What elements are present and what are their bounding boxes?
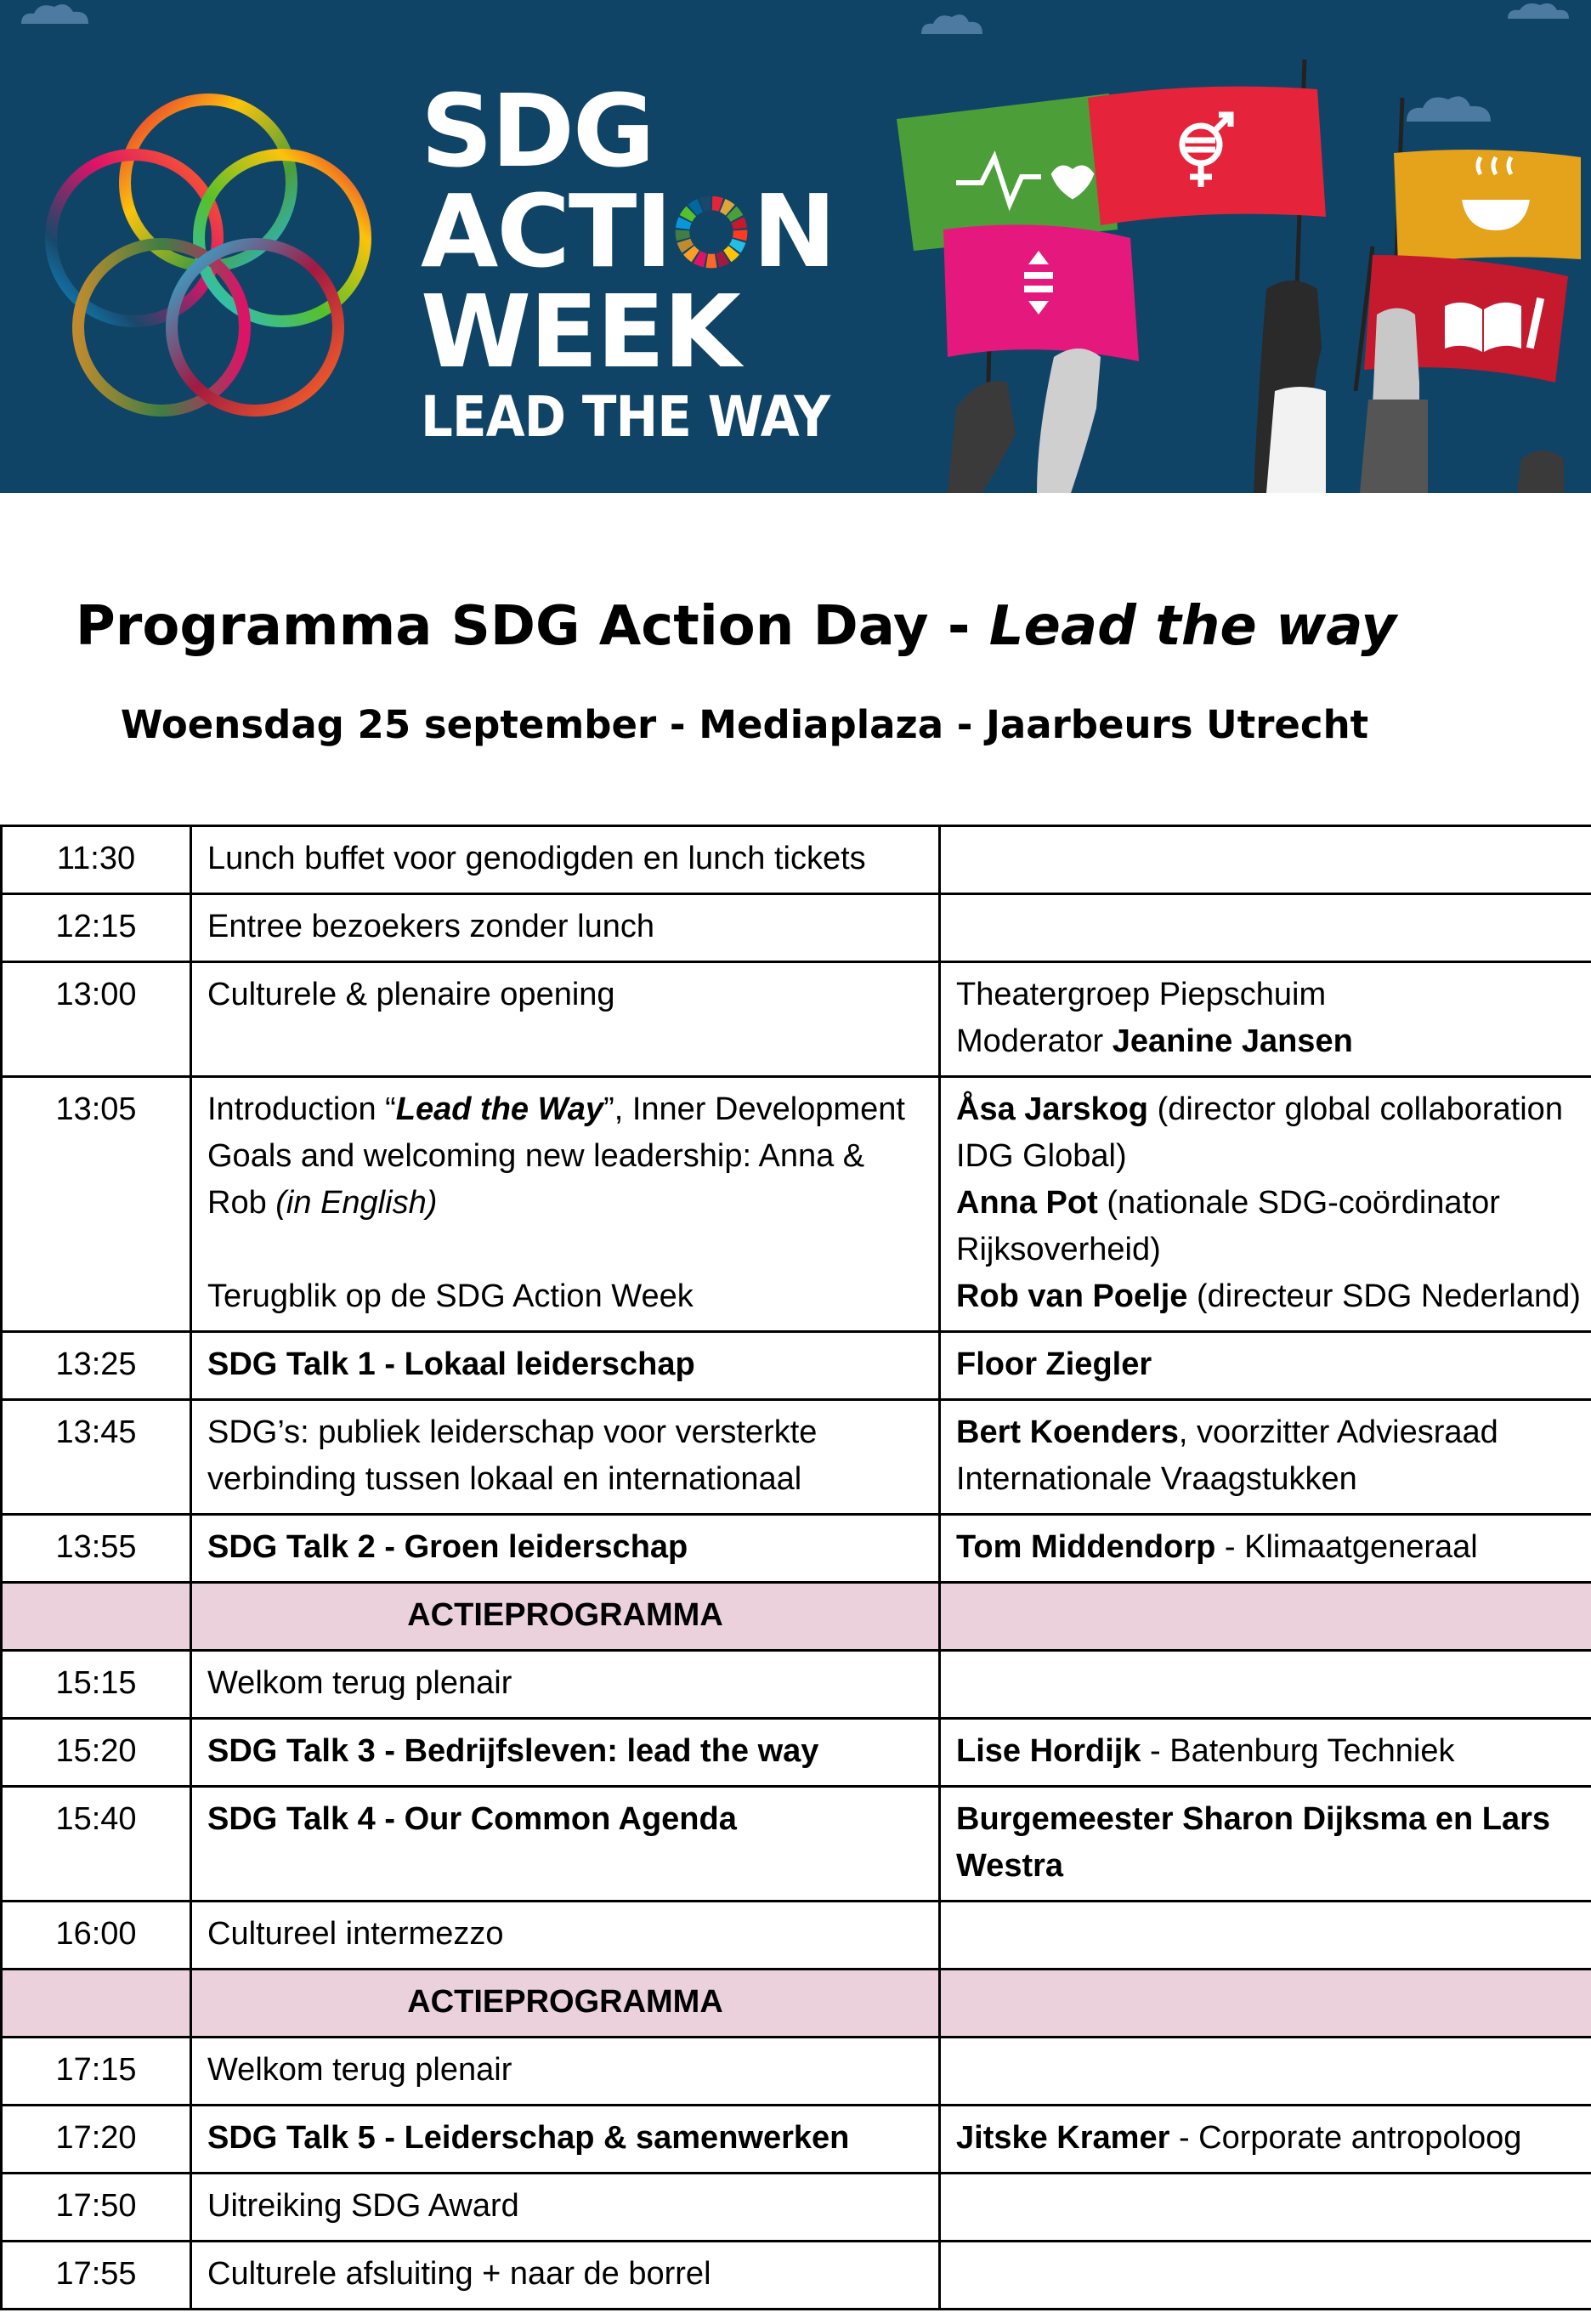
speaker-cell: [940, 2038, 1591, 2106]
sdg-color-wheel-icon: [672, 193, 750, 271]
activity-cell: SDG Talk 5 - Leiderschap & samenwerken: [191, 2106, 940, 2174]
speaker-cell: Bert Koenders, voorzitter Adviesraad Internationale Vraagstukken: [940, 1400, 1591, 1515]
speaker-cell: Jitske Kramer - Corporate antropoloog: [940, 2106, 1591, 2174]
logo-line-week: WEEK: [421, 273, 739, 390]
table-row: [2, 1077, 1591, 1332]
time-cell: 13:00: [2, 962, 191, 1077]
table-row: [2, 1332, 1591, 1400]
sdg-wheel-segment: [733, 230, 747, 241]
time-cell: 15:40: [2, 1787, 191, 1902]
speaker-cell: Lise Hordijk - Batenburg Techniek: [940, 1719, 1591, 1787]
activity-cell: Cultureel intermezzo: [191, 1902, 940, 1970]
title-italic: Lead the way: [988, 595, 1397, 658]
table-row: [2, 894, 1591, 962]
schedule-table: [0, 825, 1591, 2310]
activity-cell: SDG Talk 4 - Our Common Agenda: [191, 1787, 940, 1902]
time-cell: 16:00: [2, 1902, 191, 1970]
time-cell: 15:15: [2, 1651, 191, 1719]
cloud-icon: [1504, 0, 1572, 20]
activity-cell: ACTIEPROGRAMMA: [191, 1583, 940, 1651]
activity-cell: Culturele afsluiting + naar de borrel: [191, 2242, 940, 2310]
sdg-rings-logo: [25, 72, 391, 438]
time-cell: 13:05: [2, 1077, 191, 1332]
table-row: [2, 1719, 1591, 1787]
speaker-cell: [940, 1902, 1591, 1970]
sdg-action-week-logo: [421, 72, 875, 453]
activity-cell: SDG Talk 3 - Bedrijfsleven: lead the way: [191, 1719, 940, 1787]
speaker-cell: [940, 1970, 1591, 2038]
time-cell: 17:15: [2, 2038, 191, 2106]
table-row: [2, 1515, 1591, 1583]
speaker-cell: [940, 2174, 1591, 2242]
time-cell: 17:50: [2, 2174, 191, 2242]
speaker-cell: Åsa Jarskog (director global collaboration IDG Global) Anna Pot (nationale SDG-coördinator Rijksoverheid) Rob van Poelje (directeur SDG Nederland): [940, 1077, 1591, 1332]
activity-cell: Lunch buffet voor genodigden en lunch tickets: [191, 826, 940, 894]
activity-cell: SDG Talk 1 - Lokaal leiderschap: [191, 1332, 940, 1400]
speaker-cell: [940, 826, 1591, 894]
activity-cell: SDG Talk 2 - Groen leiderschap: [191, 1515, 940, 1583]
time-cell: 13:25: [2, 1332, 191, 1400]
speaker-cell: [940, 894, 1591, 962]
time-cell: 15:20: [2, 1719, 191, 1787]
time-cell: 13:55: [2, 1515, 191, 1583]
logo-line-lead-the-way: LEAD THE WAY: [421, 384, 830, 450]
banner: [0, 0, 1591, 493]
time-cell: 17:55: [2, 2242, 191, 2310]
time-cell: 12:15: [2, 894, 191, 962]
cloud-icon: [918, 9, 986, 36]
activity-cell: Culturele & plenaire opening: [191, 962, 940, 1077]
speaker-cell: [940, 2242, 1591, 2310]
activity-cell: ACTIEPROGRAMMA: [191, 1970, 940, 2038]
activity-cell: Welkom terug plenair: [191, 1651, 940, 1719]
time-cell: 17:20: [2, 2106, 191, 2174]
sdg-wheel-segment: [676, 230, 690, 241]
sdg-wheel-segment: [706, 253, 717, 268]
page-title: Programma SDG Action Day - Lead the way: [75, 595, 1397, 658]
sdg-flags-illustration: [875, 60, 1591, 493]
time-cell: 13:45: [2, 1400, 191, 1515]
table-row: [2, 1787, 1591, 1902]
speaker-cell: Floor Ziegler: [940, 1332, 1591, 1400]
activity-cell: SDG’s: publiek leiderschap voor versterkte verbinding tussen lokaal en internationaal: [191, 1400, 940, 1515]
speaker-cell: Theatergroep Piepschuim Moderator Jeanine Jansen: [940, 962, 1591, 1077]
table-row: [2, 2174, 1591, 2242]
table-row: [2, 2038, 1591, 2106]
time-cell: [2, 1970, 191, 2038]
table-row-actieprogramma: [2, 1970, 1591, 2038]
page-subtitle: Woensdag 25 september - Mediaplaza - Jaarbeurs Utrecht: [120, 702, 1369, 747]
speaker-cell: [940, 1583, 1591, 1651]
table-row: [2, 1902, 1591, 1970]
speaker-cell: Burgemeester Sharon Dijksma en Lars Westra: [940, 1787, 1591, 1902]
speaker-cell: [940, 1651, 1591, 1719]
table-row: [2, 962, 1591, 1077]
activity-cell: Uitreiking SDG Award: [191, 2174, 940, 2242]
activity-cell: Welkom terug plenair: [191, 2038, 940, 2106]
cloud-icon: [17, 0, 93, 26]
table-row: [2, 826, 1591, 894]
activity-cell: Introduction “Lead the Way”, Inner Development Goals and welcoming new leadership: Anna & Rob (in English) Terugblik op de SDG Action Week: [191, 1077, 940, 1332]
table-row: [2, 1400, 1591, 1515]
table-row: [2, 2242, 1591, 2310]
time-cell: 11:30: [2, 826, 191, 894]
activity-cell: Entree bezoekers zonder lunch: [191, 894, 940, 962]
logo-line-sdg: SDG: [421, 72, 654, 190]
table-row-actieprogramma: [2, 1583, 1591, 1651]
time-cell: [2, 1583, 191, 1651]
table-row: [2, 2106, 1591, 2174]
table-row: [2, 1651, 1591, 1719]
speaker-cell: Tom Middendorp - Klimaatgeneraal: [940, 1515, 1591, 1583]
logo-line-action: ACTI N: [421, 173, 835, 290]
